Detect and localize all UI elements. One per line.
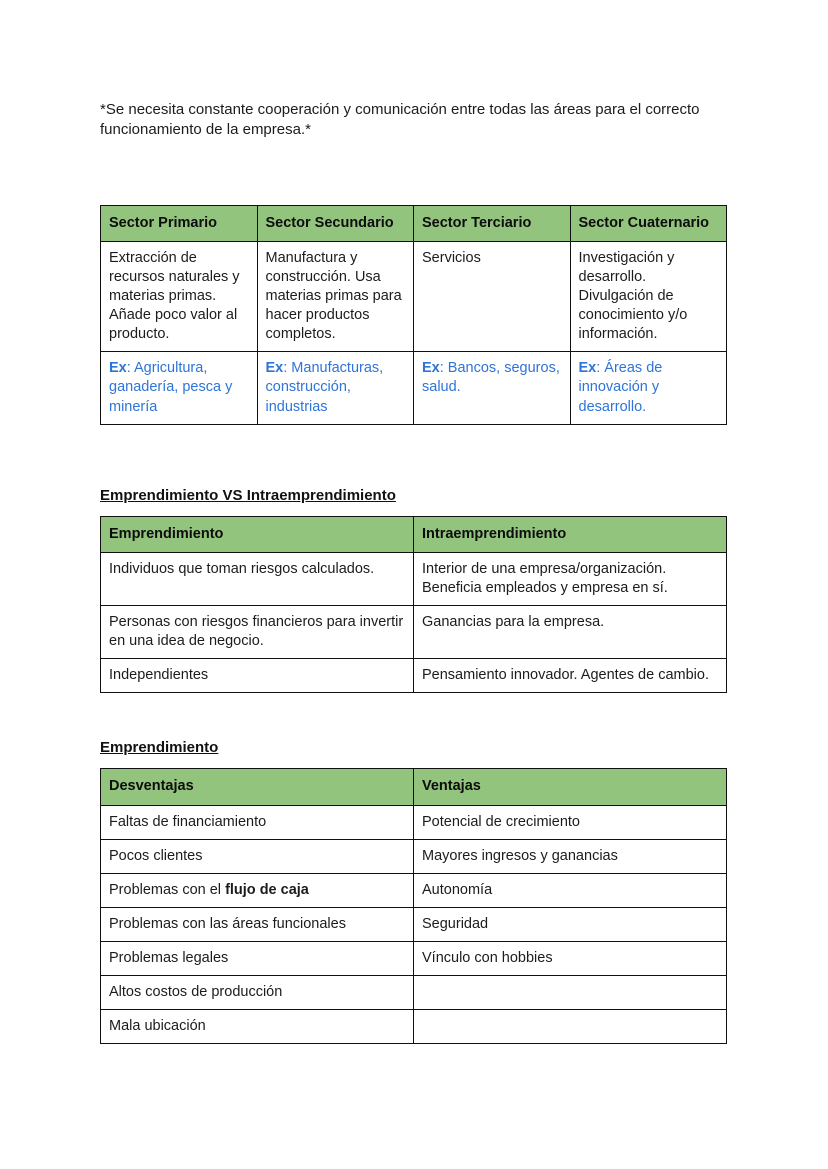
table-row bbox=[101, 873, 727, 907]
table-header-cell: Sector Secundario bbox=[257, 205, 414, 241]
table-cell bbox=[414, 976, 727, 1010]
table-cell: Seguridad bbox=[414, 907, 727, 941]
section-title-emprendimiento-vs-intraemprendimiento: Emprendimiento VS Intraemprendimiento bbox=[100, 486, 396, 504]
table-cell: Problemas con las áreas funcionales bbox=[101, 907, 414, 941]
table-cell: Personas con riesgos financieros para invertir en una idea de negocio. bbox=[101, 606, 414, 659]
table-cell: Investigación y desarrollo. Divulgación de conocimiento y/o información. bbox=[570, 241, 727, 352]
table-cell: Mala ubicación bbox=[101, 1010, 414, 1044]
table-row bbox=[101, 942, 727, 976]
vs-table bbox=[100, 516, 727, 694]
table-cell: Ex: Áreas de innovación y desarrollo. bbox=[570, 352, 727, 424]
table-cell: Vínculo con hobbies bbox=[414, 942, 727, 976]
table-cell: Servicios bbox=[414, 241, 571, 352]
table-cell: Problemas con el flujo de caja bbox=[101, 873, 414, 907]
sectors-table bbox=[100, 205, 727, 425]
table-row bbox=[101, 1010, 727, 1044]
table-row bbox=[101, 659, 727, 693]
table-cell: Independientes bbox=[101, 659, 414, 693]
table-cell: Individuos que toman riesgos calculados. bbox=[101, 552, 414, 605]
table-row bbox=[101, 606, 727, 659]
table-cell: Ex: Manufacturas, construcción, industrias bbox=[257, 352, 414, 424]
table-row bbox=[101, 805, 727, 839]
table-cell: Autonomía bbox=[414, 873, 727, 907]
note-text: *Se necesita constante cooperación y comunicación entre todas las áreas para el correcto funcionamiento de la empresa.* bbox=[100, 101, 700, 139]
table-header-cell: Intraemprendimiento bbox=[414, 516, 727, 552]
table-cell: Altos costos de producción bbox=[101, 976, 414, 1010]
table-header-cell: Ventajas bbox=[414, 769, 727, 805]
table-header-cell: Emprendimiento bbox=[101, 516, 414, 552]
table-header-row bbox=[101, 205, 727, 241]
table-cell: Manufactura y construcción. Usa materias primas para hacer productos completos. bbox=[257, 241, 414, 352]
table-row bbox=[101, 839, 727, 873]
table-row bbox=[101, 352, 727, 424]
table bbox=[100, 205, 727, 425]
table-cell: Problemas legales bbox=[101, 942, 414, 976]
table-row bbox=[101, 907, 727, 941]
table-cell: Extracción de recursos naturales y materias primas. Añade poco valor al producto. bbox=[101, 241, 258, 352]
table-cell: Pensamiento innovador. Agentes de cambio. bbox=[414, 659, 727, 693]
table-header-row bbox=[101, 769, 727, 805]
table-header-cell: Sector Cuaternario bbox=[570, 205, 727, 241]
table-cell: Mayores ingresos y ganancias bbox=[414, 839, 727, 873]
table-row bbox=[101, 241, 727, 352]
table-cell: Potencial de crecimiento bbox=[414, 805, 727, 839]
table-cell: Ganancias para la empresa. bbox=[414, 606, 727, 659]
table-cell: Faltas de financiamiento bbox=[101, 805, 414, 839]
table-row bbox=[101, 976, 727, 1010]
table-header-cell: Desventajas bbox=[101, 769, 414, 805]
table-row bbox=[101, 552, 727, 605]
table-cell bbox=[414, 1010, 727, 1044]
table-header-cell: Sector Primario bbox=[101, 205, 258, 241]
emprendimiento-table bbox=[100, 768, 727, 1044]
table-header-cell: Sector Terciario bbox=[414, 205, 571, 241]
table-cell: Interior de una empresa/organización. Beneficia empleados y empresa en sí. bbox=[414, 552, 727, 605]
table-header-row bbox=[101, 516, 727, 552]
table bbox=[100, 516, 727, 694]
table-cell: Ex: Agricultura, ganadería, pesca y minería bbox=[101, 352, 258, 424]
section-title-emprendimiento: Emprendimiento bbox=[100, 739, 219, 757]
table bbox=[100, 768, 727, 1044]
table-cell: Pocos clientes bbox=[101, 839, 414, 873]
table-cell: Ex: Bancos, seguros, salud. bbox=[414, 352, 571, 424]
